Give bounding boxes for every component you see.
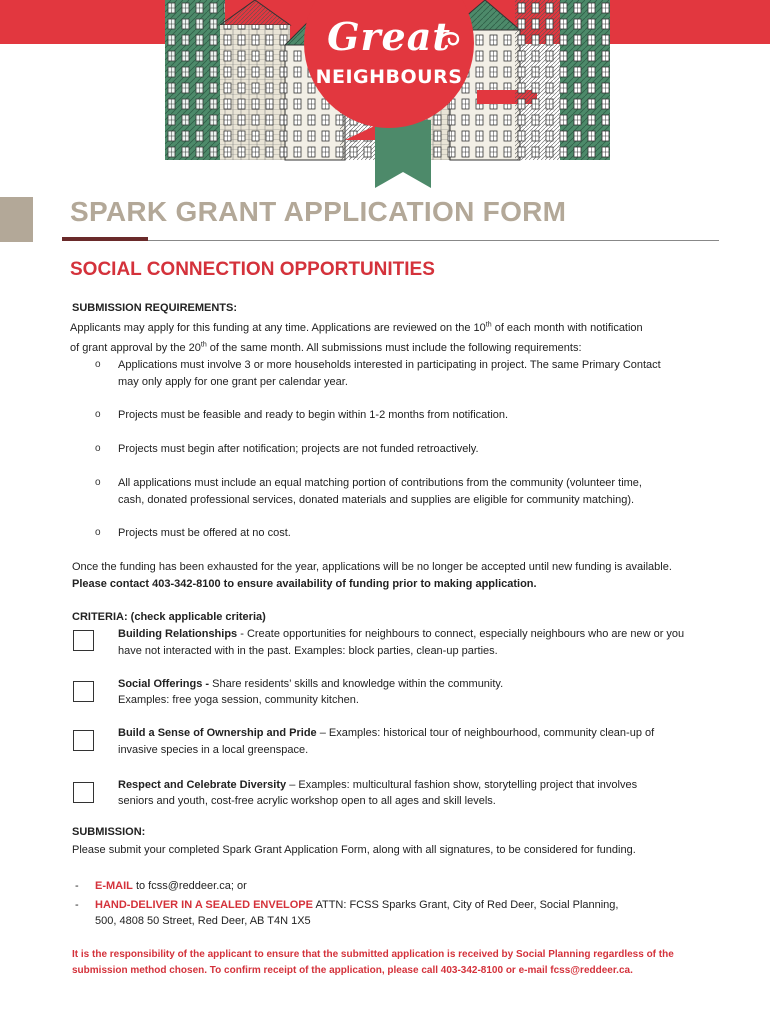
bullet-marker: o: [95, 359, 101, 370]
submission-heading: SUBMISSION:: [72, 826, 146, 838]
logo-neighbours-text: NEIGHBOURS: [315, 66, 463, 88]
criteria-item-1-sep: -: [237, 628, 247, 640]
title-rule-accent: [62, 237, 148, 241]
criteria-item-2-line1: [118, 676, 503, 693]
hand-deliver-label: HAND-DELIVER IN A SEALED ENVELOPE: [95, 899, 313, 911]
intro1-part-b: of each month with notification: [491, 322, 643, 334]
submission-email-line: [95, 878, 247, 895]
bullet-marker: o: [95, 409, 101, 420]
intro2-superscript: th: [200, 341, 207, 349]
criteria-checkbox-respect-diversity[interactable]: [73, 782, 94, 803]
requirements-heading: SUBMISSION REQUIREMENTS:: [72, 302, 238, 314]
bullet-marker: o: [95, 477, 101, 488]
criteria-item-4-sep: –: [286, 779, 299, 791]
submission-dash: -: [75, 899, 79, 911]
submission-address: 500, 4808 50 Street, Red Deer, AB T4N 1X5: [95, 915, 311, 927]
page-title: SPARK GRANT APPLICATION FORM: [70, 196, 567, 227]
intro1-part-a: Applicants may apply for this funding at any time. Applications are reviewed on the 10: [70, 322, 486, 334]
criteria-item-3-line1: [118, 725, 654, 742]
criteria-checkbox-social-offerings[interactable]: [73, 681, 94, 702]
disclaimer-line2: submission method chosen. To confirm receipt of the application, please call 403-342-8100 or e-mail fcss@reddeer.ca.: [72, 965, 633, 976]
email-label: E-MAIL: [95, 880, 133, 892]
criteria-item-3-text: Examples: historical tour of neighbourhood, community clean-up of: [328, 727, 655, 739]
requirement-item-5: Projects must be offered at no cost.: [118, 527, 291, 539]
requirement-item-4-line2: cash, donated professional services, donated materials and supplies are eligible for community matching).: [118, 494, 635, 506]
great-neighbours-logo: [304, 0, 474, 128]
contact-note: Please contact 403-342-8100 to ensure availability of funding prior to making application.: [72, 578, 537, 590]
title-rule-line: [148, 240, 719, 241]
criteria-heading: CRITERIA: (check applicable criteria): [72, 611, 266, 623]
criteria-item-4-line2: seniors and youth, cost-free acrylic workshop open to all ages and skill levels.: [118, 795, 496, 807]
side-tab-marker: [0, 197, 33, 242]
criteria-item-4-text: Examples: multicultural fashion show, storytelling project that involves: [298, 779, 638, 791]
criteria-item-2-text: Share residents’ skills and knowledge within the community.: [212, 678, 504, 690]
intro2-part-b: of the same month. All submissions must include the following requirements:: [206, 342, 582, 354]
requirements-intro-line2: [70, 340, 582, 357]
email-text: to fcss@reddeer.ca; or: [132, 880, 247, 892]
page-subtitle: SOCIAL CONNECTION OPPORTUNITIES: [70, 259, 435, 280]
criteria-item-1-line1: [118, 626, 684, 643]
submission-hand-deliver-line: [95, 897, 618, 914]
intro2-part-a: of grant approval by the 20: [70, 342, 201, 354]
bullet-marker: o: [95, 527, 101, 538]
requirement-item-1-line2: may only apply for one grant per calendar year.: [118, 376, 348, 388]
disclaimer-line1: It is the responsibility of the applicant to ensure that the submitted application is received by Social Planning regardless of the: [72, 949, 674, 960]
requirement-item-2: Projects must be feasible and ready to begin within 1-2 months from notification.: [118, 409, 509, 421]
criteria-item-4-line1: [118, 777, 637, 794]
bullet-marker: o: [95, 443, 101, 454]
criteria-item-2-title: Social Offerings -: [118, 678, 210, 690]
criteria-item-1-line2: have not interacted with in the past. Examples: block parties, clean-up parties.: [118, 645, 498, 657]
hand-deliver-text: ATTN: FCSS Sparks Grant, City of Red Deer, Social Planning,: [313, 899, 619, 911]
funding-note: Once the funding has been exhausted for the year, applications will be no longer be accepted until new funding is available.: [72, 561, 672, 573]
criteria-checkbox-building-relationships[interactable]: [73, 630, 94, 651]
requirement-item-4-line1: All applications must include an equal matching portion of contributions from the community (volunteer time,: [118, 477, 642, 489]
logo-swirl-icon: [436, 26, 462, 52]
criteria-item-1-text: Create opportunities for neighbours to connect, especially neighbours who are new or you: [246, 628, 685, 640]
criteria-checkbox-ownership-pride[interactable]: [73, 730, 94, 751]
intro1-superscript: th: [485, 321, 492, 329]
submission-text: Please submit your completed Spark Grant Application Form, along with all signatures, to be considered for funding.: [72, 844, 636, 856]
requirement-item-3: Projects must begin after notification; projects are not funded retroactively.: [118, 443, 479, 455]
submission-dash: -: [75, 880, 79, 892]
requirement-item-1-line1: Applications must involve 3 or more households interested in participating in project. The same Primary Contact: [118, 359, 661, 371]
criteria-item-3-sep: –: [316, 727, 329, 739]
criteria-item-1-title: Building Relationships: [118, 628, 238, 640]
logo-great-text: Great: [327, 14, 451, 59]
logo-ribbon: [375, 120, 431, 188]
criteria-item-4-title: Respect and Celebrate Diversity: [118, 779, 287, 791]
requirements-intro-line1: [70, 320, 643, 337]
criteria-item-3-title: Build a Sense of Ownership and Pride: [118, 727, 317, 739]
criteria-item-2-line2: Examples: free yoga session, community kitchen.: [118, 694, 359, 706]
criteria-item-3-line2: invasive species in a local greenspace.: [118, 744, 309, 756]
